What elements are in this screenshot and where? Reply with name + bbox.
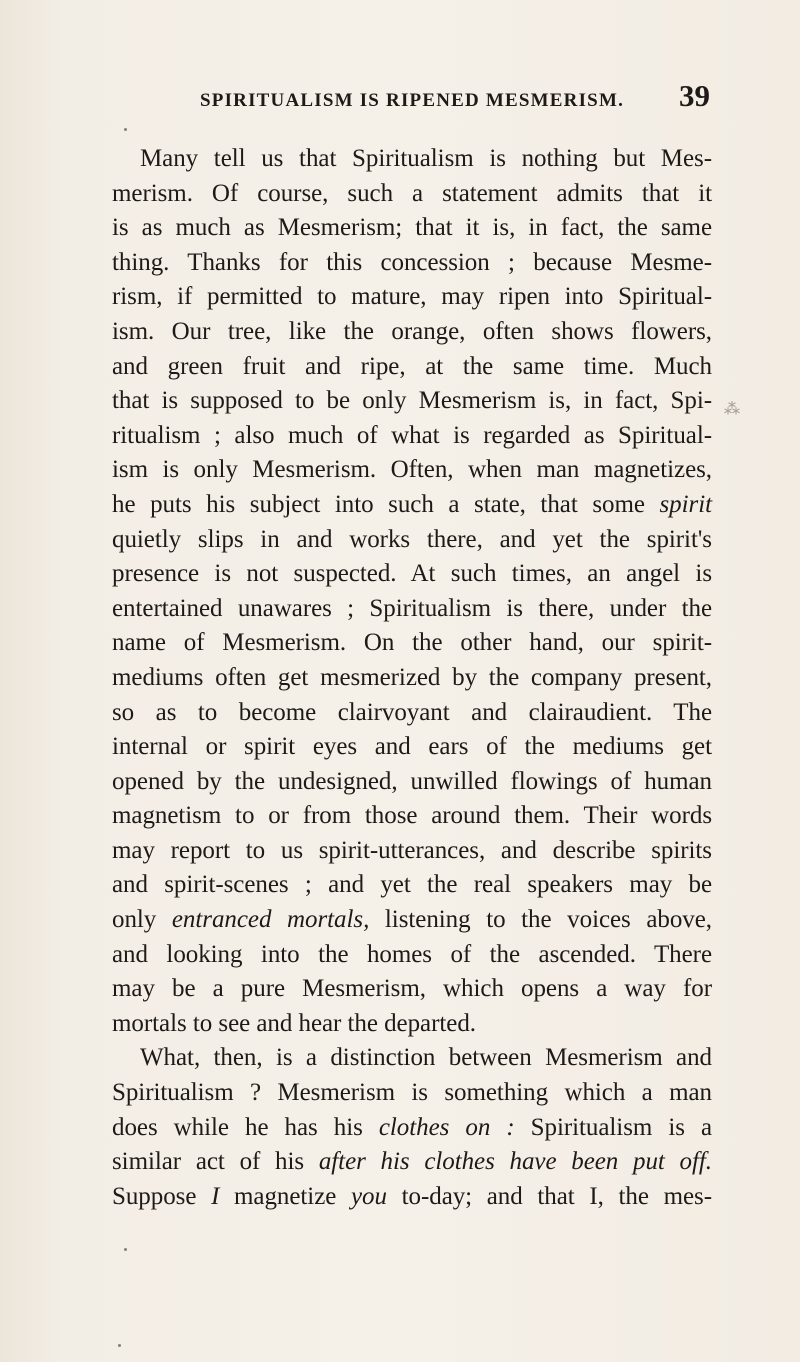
text-line: quietly slips in and works there, and yet the spirit's (112, 525, 712, 553)
text-line: is as much as Mesmerism; that it is, in fact, the same (112, 214, 712, 242)
text-run: similar act of his (112, 1148, 319, 1176)
body-text (112, 142, 712, 1214)
italic-run: you (350, 1182, 387, 1210)
page-number: 39 (679, 78, 710, 113)
text-run: magnetize (219, 1182, 351, 1210)
ink-speck (118, 1344, 121, 1347)
text-line: magnetism to or from those around them. Their words (112, 802, 712, 830)
text-line: that is supposed to be only Mesmerism is, in fact, Spi- (112, 387, 712, 415)
text-run: to-day; and that I, the mes- (386, 1182, 712, 1210)
text-line: ritualism ; also much of what is regarded as Spiritual- (112, 421, 712, 449)
text-line: merism. Of course, such a statement admits that it (112, 179, 712, 207)
text-line: and green fruit and ripe, at the same time. Much (112, 352, 712, 380)
text-line: Spiritualism ? Mesmerism is something which a man (112, 1079, 712, 1107)
text-line: internal or spirit eyes and ears of the mediums get (112, 733, 712, 761)
italic-run: entranced mortals, (171, 906, 370, 934)
italic-run: I (211, 1182, 220, 1210)
text-run: listening to the voices above, (369, 906, 713, 934)
text-line: ism. Our tree, like the orange, often shows flowers, (112, 317, 712, 345)
text-line (112, 903, 712, 938)
italic-run: clothes on : (378, 1113, 515, 1141)
text-line: entertained unawares ; Spiritualism is there, under the (112, 594, 712, 622)
text-line: ism is only Mesmerism. Often, when man magnetizes, (112, 456, 712, 484)
text-line: opened by the undesigned, unwilled flowings of human (112, 767, 712, 795)
italic-run: spirit (659, 490, 712, 518)
text-run: does while he has his (112, 1113, 379, 1141)
text-line: and looking into the homes of the ascended. There (112, 940, 712, 968)
text-line (112, 1111, 712, 1146)
text-run: only (112, 906, 172, 934)
text-line (112, 1145, 712, 1180)
text-run: he puts his subject into such a state, that some (112, 490, 660, 518)
paragraph-last-line: mortals to see and hear the departed. (112, 1009, 476, 1037)
ink-speck (124, 1248, 127, 1251)
italic-run: after his clothes have been put off. (318, 1148, 712, 1176)
ink-speck (124, 128, 127, 131)
text-line: name of Mesmerism. On the other hand, our spirit- (112, 629, 712, 657)
running-title: SPIRITUALISM IS RIPENED MESMERISM. (200, 90, 625, 111)
text-line: What, then, is a distinction between Mesmerism and (140, 1044, 712, 1072)
text-line: thing. Thanks for this concession ; because Mesme- (112, 248, 712, 276)
text-run: Spiritualism is a (514, 1113, 712, 1141)
text-line: and spirit-scenes ; and yet the real speakers may be (112, 871, 712, 899)
text-line: may be a pure Mesmerism, which opens a way for (112, 975, 712, 1003)
text-line: so as to become clairvoyant and clairaudient. The (112, 698, 712, 726)
text-line (112, 488, 712, 523)
text-line: Many tell us that Spiritualism is nothing but Mes- (140, 145, 712, 172)
text-line: may report to us spirit-utterances, and describe spirits (112, 836, 712, 864)
text-run: Suppose (112, 1182, 212, 1210)
text-line: rism, if permitted to mature, may ripen into Spiritual- (112, 283, 712, 311)
running-head (120, 80, 710, 116)
text-line: mediums often get mesmerized by the company present, (112, 663, 712, 691)
text-line: presence is not suspected. At such times, an angel is (112, 560, 712, 588)
text-line (112, 1180, 712, 1215)
margin-mark: ⁂ (724, 401, 740, 418)
